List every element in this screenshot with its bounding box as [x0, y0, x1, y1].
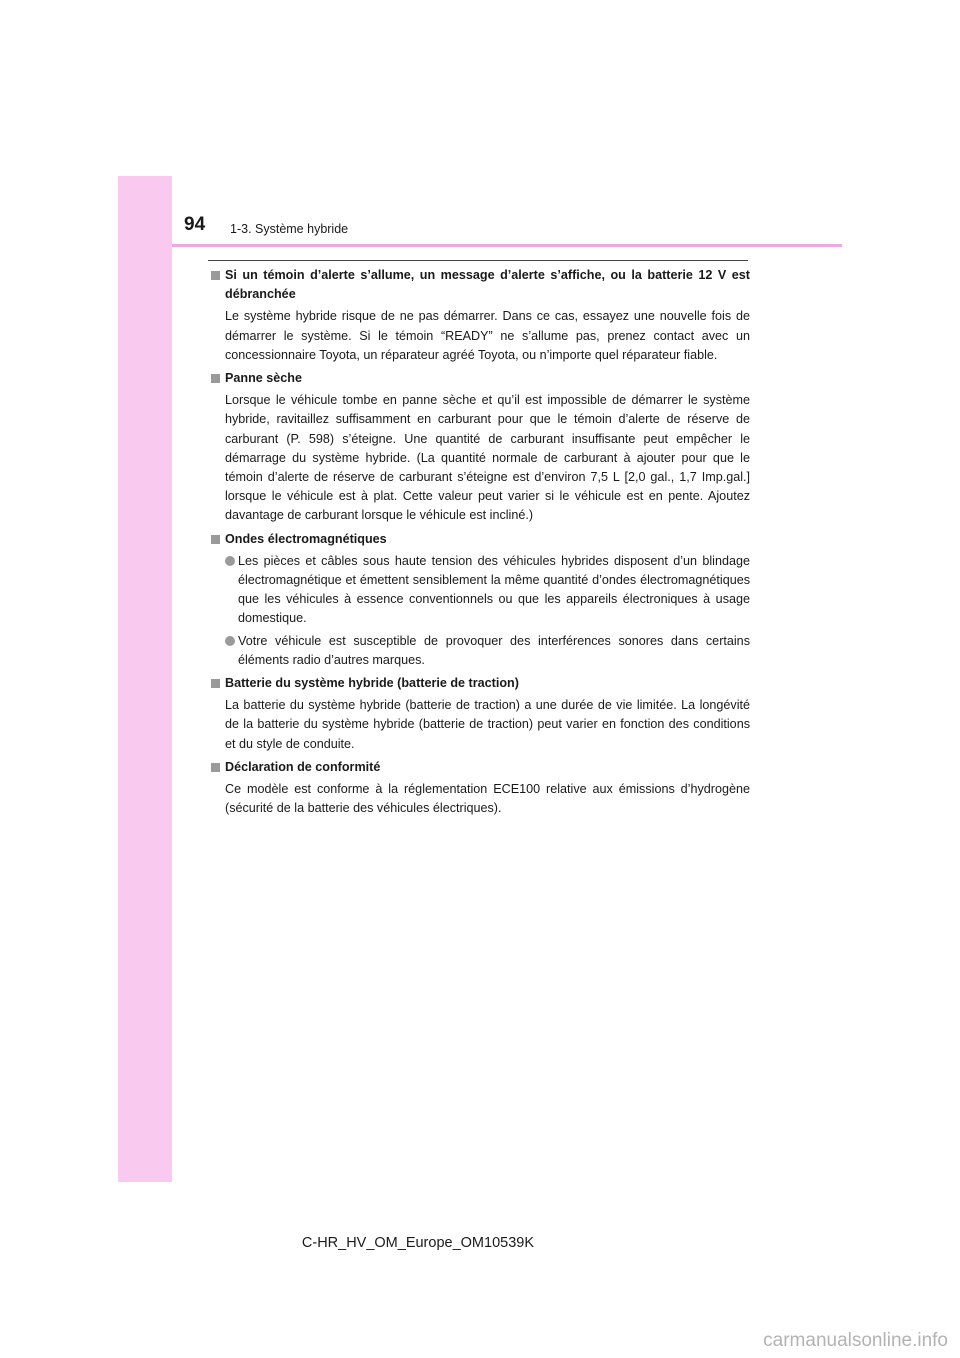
section-heading	[210, 674, 750, 693]
section-heading-text: Panne sèche	[225, 371, 303, 386]
square-bullet-icon	[211, 271, 220, 280]
square-bullet-icon	[211, 374, 220, 383]
header-rule	[172, 244, 842, 247]
section-title: 1-3. Système hybride	[230, 222, 349, 236]
section-heading	[210, 266, 750, 304]
section-heading-text: Ondes électromagnétiques	[225, 531, 387, 546]
list-item-text: Les pièces et câbles sous haute tension des véhicules hybrides disposent d’un blindage électromagnétique et émettent sensiblement la même quantité d’ondes électromagnétiques que les véhicules à essence conventionnels ou que les appareils électroniques à usage domestique.	[238, 553, 750, 626]
section-heading	[210, 530, 750, 549]
list-item-text: Votre véhicule est susceptible de provoquer des interférences sonores dans certains éléments radio d’autres marques.	[238, 633, 750, 667]
side-color-strip	[118, 176, 172, 1182]
section-ondes	[210, 530, 750, 670]
square-bullet-icon	[211, 763, 220, 772]
circle-bullet-icon	[225, 556, 235, 566]
section-warning-light	[210, 266, 750, 365]
section-paragraph: La batterie du système hybride (batterie de traction) a une durée de vie limitée. La longévité de la batterie du système hybride (batterie de traction) peut varier en fonction des conditions et du style de conduite.	[225, 698, 750, 751]
section-heading	[210, 369, 750, 388]
circle-bullet-icon	[225, 636, 235, 646]
document-code: C-HR_HV_OM_Europe_OM10539K	[301, 1235, 534, 1251]
square-bullet-icon	[211, 535, 220, 544]
section-paragraph: Le système hybride risque de ne pas démarrer. Dans ce cas, essayez une nouvelle fois de démarrer le système. Si le témoin “READY” ne s’allume pas, prenez contact avec un concessionnaire Toyota, un réparateur agréé Toyota, ou n’importe quel réparateur fiable.	[225, 309, 750, 362]
list-item	[210, 552, 750, 629]
section-batterie	[210, 674, 750, 754]
section-heading	[210, 758, 750, 777]
page-content	[210, 266, 750, 822]
section-conformite	[210, 758, 750, 819]
list-item	[210, 632, 750, 670]
square-bullet-icon	[211, 679, 220, 688]
section-heading-text: Déclaration de conformité	[225, 759, 381, 774]
content-divider	[208, 260, 748, 261]
section-panne-seche	[210, 369, 750, 526]
section-paragraph: Ce modèle est conforme à la réglementation ECE100 relative aux émissions d’hydrogène (sécurité de la batterie des véhicules électriques).	[225, 782, 750, 816]
section-heading-text: Batterie du système hybride (batterie de traction)	[225, 676, 519, 691]
page-number: 94	[184, 214, 206, 235]
section-paragraph: Lorsque le véhicule tombe en panne sèche et qu’il est impossible de démarrer le système hybride, ravitaillez suffisamment en carburant pour que le témoin d’alerte de réserve de carburant (P. 598) s’éteigne. Une quantité de carburant insuffisante peut empêcher le démarrage du système hybride. (La quantité normale de carburant à ajouter pour que le témoin d’alerte de réserve de carburant s’éteigne est d’environ 7,5 L [2,0 gal., 1,7 Imp.gal.] lorsque le véhicule est à plat. Cette valeur peut varier si le véhicule est en pente. Ajoutez davantage de carburant lorsque le véhicule est incliné.)	[225, 393, 750, 523]
section-heading-text: Si un témoin d’alerte s’allume, un message d’alerte s’affiche, ou la batterie 12 V est débranchée	[225, 268, 750, 302]
watermark: carmanualsonline.info	[763, 1330, 948, 1351]
